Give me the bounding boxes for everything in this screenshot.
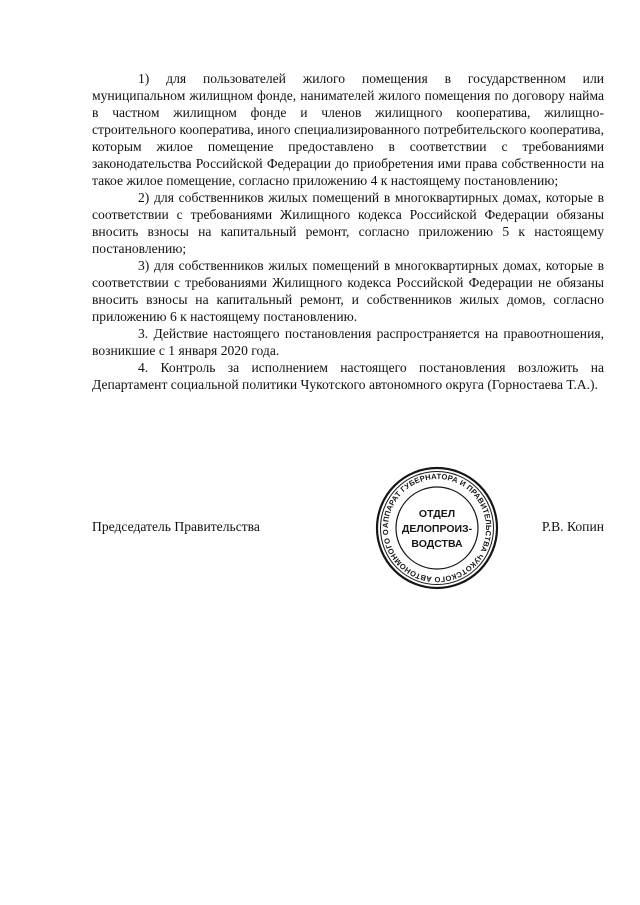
official-stamp bbox=[375, 466, 499, 590]
paragraph-item-1: 1) для пользователей жилого помещения в государственном или муниципальном жилищном фонде, нанимателей жилого помещения по договору найма в частном жилищном фонде и членов жилищного кооператива, жилищно-строительного кооператива, иного специализированного потребительского кооператива, которым жилое помещение предоставлено в соответствии с требованиями законодательства Российской Федерации до приобретения ими права собственности на такое жилое помещение, согласно приложению 4 к настоящему постановлению; bbox=[92, 71, 604, 188]
paragraph-item-2: 2) для собственников жилых помещений в многоквартирных домах, которые в соответствии с требованиями Жилищного кодекса Российской Федерации обязаны вносить взносы на капитальный ремонт, согласно приложению 5 к настоящему постановлению; bbox=[92, 190, 604, 256]
signature-block bbox=[92, 518, 604, 538]
stamp-line-2: ДЕЛОПРОИЗ- bbox=[401, 523, 473, 535]
stamp-seal-icon bbox=[375, 466, 499, 590]
stamp-ring-text: АППАРАТ ГУБЕРНАТОРА И ПРАВИТЕЛЬСТВА ЧУКОТСКОГО АВТОНОМНОГО О bbox=[380, 471, 494, 585]
signer-title: Председатель Правительства bbox=[92, 519, 260, 534]
document-body bbox=[92, 70, 604, 393]
paragraph-clause-3: 3. Действие настоящего постановления распространяется на правоотношения, возникшие с 1 января 2020 года. bbox=[92, 326, 604, 358]
stamp-line-1: ОТДЕЛ bbox=[418, 508, 456, 520]
signer-name: Р.В. Копин bbox=[541, 519, 604, 534]
stamp-line-3: ВОДСТВА bbox=[411, 538, 463, 550]
paragraph-clause-4: 4. Контроль за исполнением настоящего постановления возложить на Департамент социальной политики Чукотского автономного округа (Горностаева Т.А.). bbox=[92, 360, 604, 392]
paragraph-item-3: 3) для собственников жилых помещений в многоквартирных домах, которые в соответствии с требованиями Жилищного кодекса Российской Федерации не обязаны вносить взносы на капитальный ремонт, и собственников жилых домов, согласно приложению 6 к настоящему постановлению. bbox=[92, 258, 604, 324]
